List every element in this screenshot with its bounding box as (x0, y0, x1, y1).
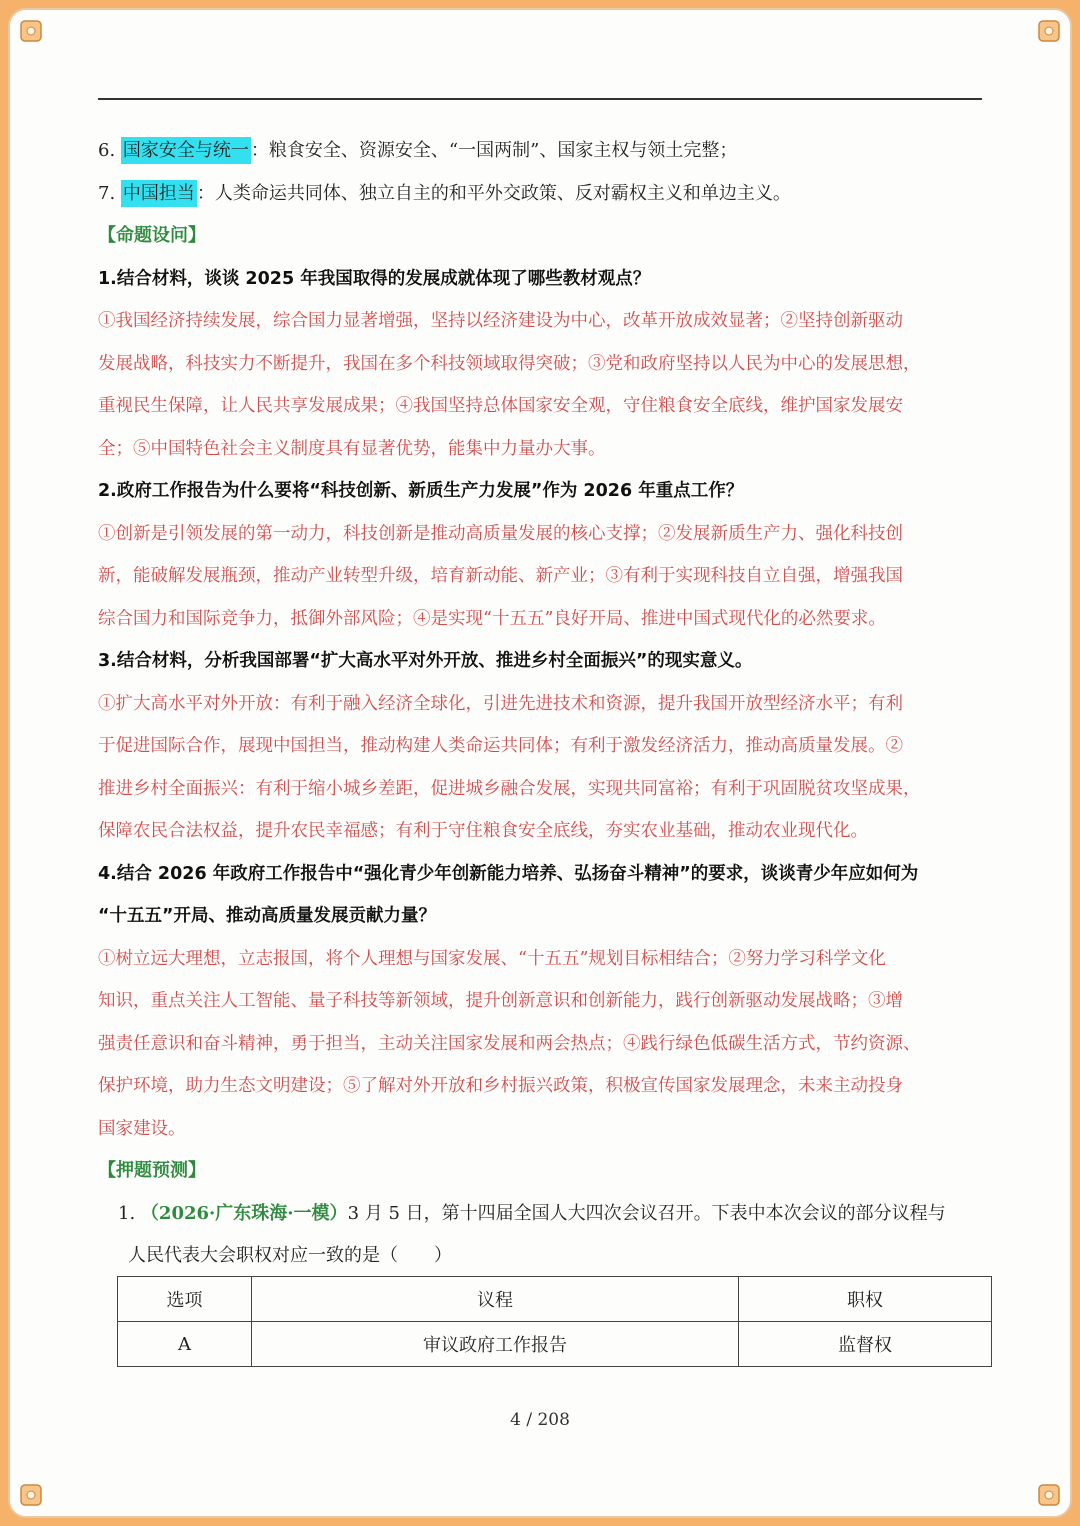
question-number: 1. (118, 1202, 136, 1224)
answer-line: 知识，重点关注人工智能、量子科技等新领域，提升创新意识和创新能力，践行创新驱动发展战略；③增 (98, 991, 903, 1011)
question-4-cont: “十五五”开局、推动高质量发展贡献力量？ (98, 906, 437, 926)
answer-line: 推进乡村全面振兴：有利于缩小城乡差距，促进城乡融合发展，实现共同富裕；有利于巩固脱贫攻坚成果， (98, 778, 921, 799)
question-2: 2.政府工作报告为什么要将“科技创新、新质生产力发展”作为 2026 年重点工作？ (98, 481, 744, 501)
table-cell: 审议政府工作报告 (252, 1322, 739, 1367)
list-item (98, 173, 982, 216)
question-source: （2026·广东珠海·一模） (140, 1202, 348, 1224)
table-header: 职权 (739, 1277, 992, 1322)
section-heading: 【命题设问】 (98, 225, 206, 246)
answer-line: 保障农民合法权益，提升农民幸福感；有利于守住粮食安全底线，夯实农业基础，推动农业现代化。 (98, 821, 868, 841)
prediction-question (98, 1193, 982, 1236)
answer-line: ①扩大高水平对外开放：有利于融入经济全球化，引进先进技术和资源，提升我国开放型经济水平；有利 (98, 693, 903, 714)
question-text: 3 月 5 日，第十四届全国人大四次会议召开。下表中本次会议的部分议程与 (347, 1202, 946, 1224)
answer-line: 国家建设。 (98, 1118, 186, 1139)
header-rule (98, 98, 982, 100)
prediction-question-cont: 人民代表大会职权对应一致的是（ ） (128, 1245, 452, 1266)
answer-line: 于促进国际合作，展现中国担当，推动构建人类命运共同体；有利于激发经济活力，推动高质量发展。② (98, 736, 903, 756)
table-header: 选项 (118, 1277, 252, 1322)
item-number: 6. (98, 140, 116, 161)
answer-line: 发展战略，科技实力不断提升，我国在多个科技领域取得突破；③党和政府坚持以人民为中心的发展思想， (98, 353, 921, 374)
table-cell: 监督权 (739, 1322, 992, 1367)
page-number: 4 / 208 (510, 1410, 570, 1430)
table-row (118, 1322, 992, 1367)
answer-line: 强责任意识和奋斗精神，勇于担当，主动关注国家发展和两会热点；④践行绿色低碳生活方式，节约资源、 (98, 1033, 921, 1054)
answer-line: ①树立远大理想，立志报国，将个人理想与国家发展、“十五五”规划目标相结合；②努力学习科学文化 (98, 948, 886, 969)
options-table (117, 1276, 992, 1367)
answer-line: 保护环境，助力生态文明建设；⑤了解对外开放和乡村振兴政策，积极宣传国家发展理念，未来主动投身 (98, 1076, 903, 1096)
answer-line: 综合国力和国际竞争力，抵御外部风险；④是实现“十五五”良好开局、推进中国式现代化的必然要求。 (98, 608, 886, 629)
corner-ornament-icon (1038, 1484, 1060, 1506)
document-body (98, 130, 982, 1278)
question-4: 4.结合 2026 年政府工作报告中“强化青少年创新能力培养、弘扬奋斗精神”的要求，谈谈青少年应如何为 (98, 863, 919, 884)
question-3: 3.结合材料，分析我国部署“扩大高水平对外开放、推进乡村全面振兴”的现实意义。 (98, 651, 753, 671)
list-item (98, 130, 982, 173)
table-header: 议程 (252, 1277, 739, 1322)
answer-line: 重视民生保障，让人民共享发展成果；④我国坚持总体国家安全观，守住粮食安全底线，维护国家发展安 (98, 396, 903, 416)
table-header-row (118, 1277, 992, 1322)
answer-line: 全；⑤中国特色社会主义制度具有显著优势，能集中力量办大事。 (98, 438, 606, 459)
question-1: 1.结合材料，谈谈 2025 年我国取得的发展成就体现了哪些教材观点？ (98, 268, 651, 289)
highlighted-term: 中国担当 (121, 180, 197, 207)
answer-line: ①创新是引领发展的第一动力，科技创新是推动高质量发展的核心支撑；②发展新质生产力、强化科技创 (98, 523, 903, 544)
answer-line: 新，能破解发展瓶颈，推动产业转型升级，培育新动能、新产业；③有利于实现科技自立自强，增强我国 (98, 566, 903, 586)
answer-line: ①我国经济持续发展，综合国力显著增强，坚持以经济建设为中心，改革开放成效显著；②坚持创新驱动 (98, 311, 903, 331)
table-cell: A (118, 1322, 252, 1367)
item-number: 7. (98, 182, 116, 204)
item-text: ：粮食安全、资源安全、“一国两制”、国家主权与领土完整； (250, 140, 738, 161)
corner-ornament-icon (20, 1484, 42, 1506)
corner-ornament-icon (20, 20, 42, 42)
highlighted-term: 国家安全与统一 (121, 137, 251, 164)
item-text: ：人类命运共同体、独立自主的和平外交政策、反对霸权主义和单边主义。 (196, 182, 791, 204)
corner-ornament-icon (1038, 20, 1060, 42)
section-heading: 【押题预测】 (98, 1160, 206, 1181)
